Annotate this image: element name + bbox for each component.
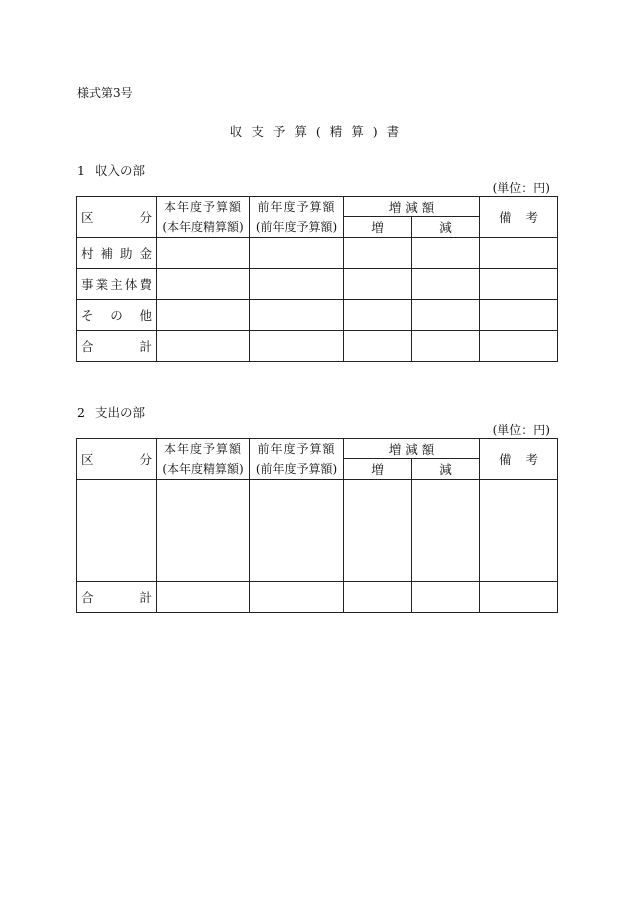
- cell: [412, 300, 480, 331]
- header-change: 増 減 額: [344, 439, 480, 459]
- table-row: [77, 300, 558, 331]
- income-unit-label: (単位：円): [492, 181, 550, 195]
- header-increase: 増: [344, 217, 412, 238]
- row-label: 合 計: [77, 331, 157, 362]
- cell: [480, 582, 558, 613]
- document-title: [0, 122, 630, 140]
- table-row: [77, 331, 558, 362]
- expenditure-section-heading: [77, 403, 145, 421]
- income-section-title: 収入の部: [95, 163, 146, 178]
- cell: [412, 582, 480, 613]
- expenditure-unit-label: (単位：円): [492, 423, 550, 437]
- income-section-heading: [77, 161, 145, 179]
- cell: [412, 331, 480, 362]
- title-char: 精: [329, 124, 352, 139]
- income-section-number: 1: [77, 163, 85, 178]
- row-label: 村 補 助 金: [77, 238, 157, 269]
- row-label: 合 計: [77, 582, 157, 613]
- table-row: [77, 269, 558, 300]
- cell: [480, 269, 558, 300]
- header-previous-year: 前年度予算額 (前年度予算額): [250, 197, 344, 238]
- header-category: 区 分: [77, 197, 157, 238]
- title-char: 予: [272, 124, 295, 139]
- cell: [250, 269, 344, 300]
- form-number: 様式第3号: [77, 86, 133, 100]
- cell: [250, 238, 344, 269]
- cell: [412, 480, 480, 582]
- header-change: 増 減 額: [344, 197, 480, 217]
- title-char: ): [372, 124, 387, 139]
- title-char: 算: [294, 124, 316, 139]
- table-row: [77, 238, 558, 269]
- title-char: 書: [386, 124, 409, 139]
- header-decrease: 減: [412, 217, 480, 238]
- cell: [157, 480, 250, 582]
- row-label: そ の 他: [77, 300, 157, 331]
- cell: [344, 331, 412, 362]
- header-remarks: 備 考: [480, 197, 558, 238]
- header-remarks: 備 考: [480, 439, 558, 480]
- title-char: (: [315, 124, 330, 139]
- cell: [157, 238, 250, 269]
- header-current-year: 本年度予算額 (本年度精算額): [157, 197, 250, 238]
- cell: [412, 238, 480, 269]
- cell: [250, 582, 344, 613]
- income-table: [76, 196, 558, 362]
- cell: [412, 269, 480, 300]
- header-increase: 増: [344, 459, 412, 480]
- cell: [344, 269, 412, 300]
- cell: [480, 331, 558, 362]
- cell: [344, 238, 412, 269]
- title-char: 収: [229, 124, 252, 139]
- cell: [480, 300, 558, 331]
- cell: [344, 300, 412, 331]
- cell: [250, 480, 344, 582]
- title-char: 支: [251, 124, 273, 139]
- row-label: 事 業 主 体 費: [77, 269, 157, 300]
- expenditure-section-title: 支出の部: [95, 405, 146, 420]
- cell: [344, 582, 412, 613]
- table-row: [77, 582, 558, 613]
- cell: [250, 300, 344, 331]
- title-char: 算: [351, 124, 373, 139]
- cell: [157, 331, 250, 362]
- cell: [157, 269, 250, 300]
- cell: [480, 480, 558, 582]
- cell: [157, 582, 250, 613]
- cell: [77, 480, 157, 582]
- cell: [157, 300, 250, 331]
- cell: [344, 480, 412, 582]
- expenditure-section-number: 2: [77, 405, 85, 420]
- header-decrease: 減: [412, 459, 480, 480]
- cell: [480, 238, 558, 269]
- table-row: [77, 480, 558, 582]
- expenditure-table: [76, 438, 558, 613]
- header-current-year: 本年度予算額 (本年度精算額): [157, 439, 250, 480]
- header-previous-year: 前年度予算額 (前年度予算額): [250, 439, 344, 480]
- cell: [250, 331, 344, 362]
- header-category: 区 分: [77, 439, 157, 480]
